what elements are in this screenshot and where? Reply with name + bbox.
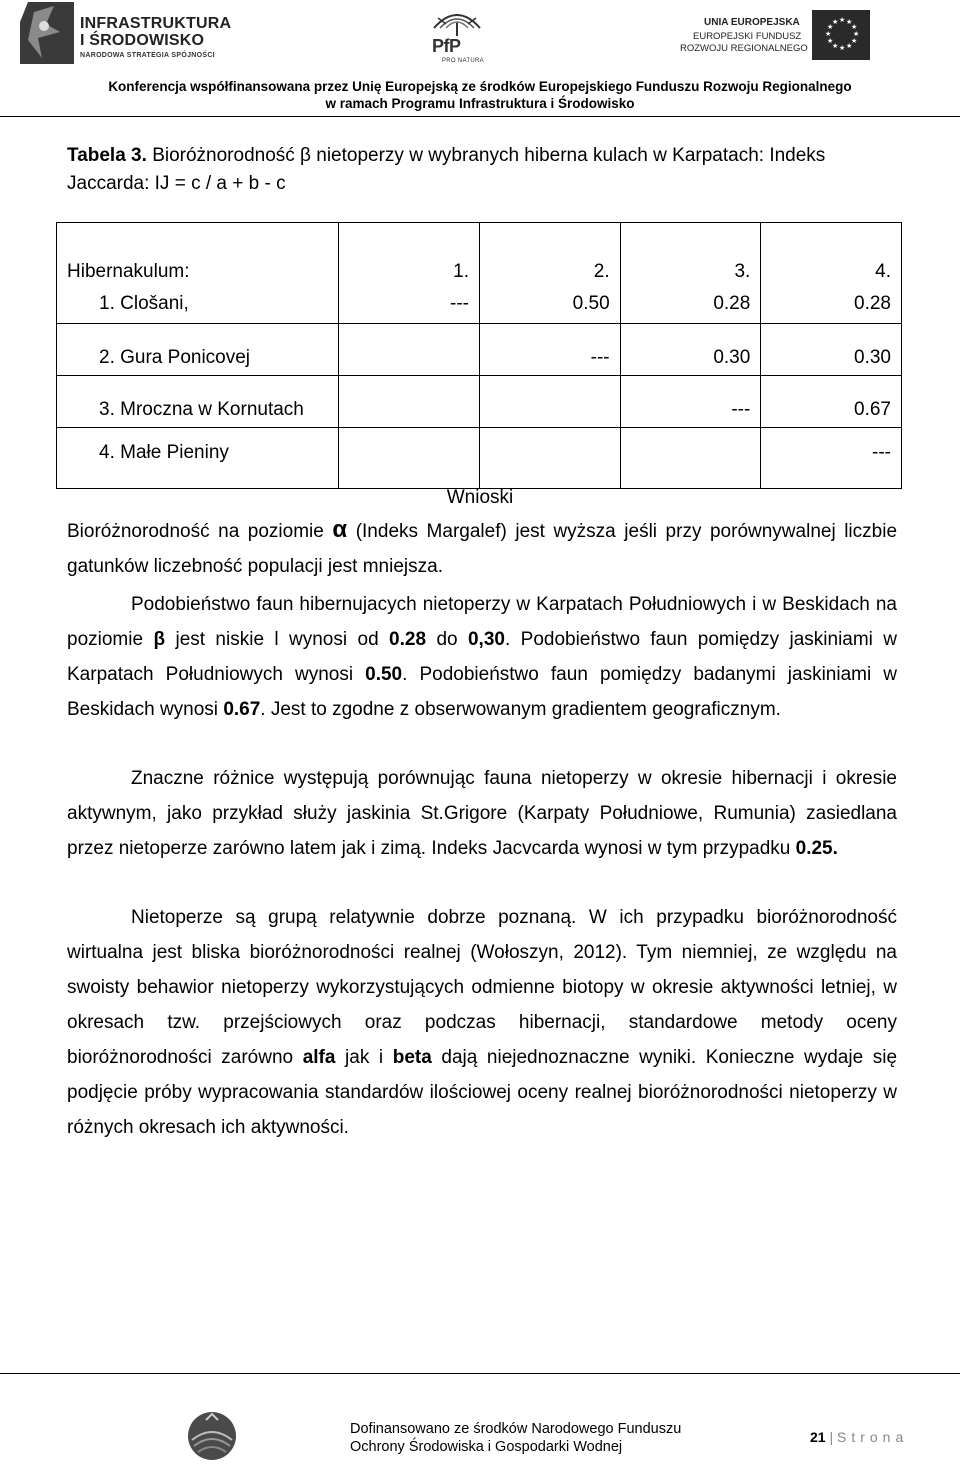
page-number bbox=[810, 1429, 908, 1445]
table-cell: --- bbox=[761, 428, 902, 489]
table-cell: 0.28 bbox=[620, 291, 761, 324]
table-cell bbox=[339, 428, 480, 489]
logo-left-line2: I ŚRODOWISKO bbox=[80, 32, 205, 49]
p2-text-b: jest niskie l wynosi od bbox=[175, 629, 379, 650]
paragraph-alpha bbox=[67, 512, 897, 584]
tree-icon bbox=[426, 8, 488, 38]
p4-text-a: Nietoperze są grupą relatywnie dobrze poznaną. W ich przypadku bioróżnorodność wirtualna jest bliska bioróżnorodności realnej (Wołoszyn, 2012). Tym niemniej, ze względu na swoisty behawior nietoperzy wykorzystujących odmienne biotopy w okresie aktywności letniej, w okresach tzw. przejściowych oraz podczas hibernacji, standardowe metody oceny bioróżnorodności zarówno bbox=[67, 907, 897, 1068]
footer-line2: Ochrony Środowiska i Gospodarki Wodnej bbox=[350, 1439, 623, 1455]
caption-text2: Jaccarda: IJ = c / a + b - c bbox=[67, 173, 286, 194]
table-row bbox=[57, 376, 902, 428]
table-row bbox=[57, 428, 902, 489]
logo-left-line1: INFRASTRUKTURA bbox=[80, 15, 232, 32]
svg-text:★: ★ bbox=[851, 23, 858, 31]
p2-text-f: . Jest to zgodne z obserwowanym gradientem geograficznym. bbox=[260, 699, 781, 720]
table-row bbox=[57, 291, 902, 324]
table-header-row bbox=[57, 223, 902, 292]
table-cell: 4. Małe Pieniny bbox=[99, 442, 229, 463]
svg-text:★: ★ bbox=[832, 18, 839, 26]
eu-logo-line1: UNIA EUROPEJSKA bbox=[704, 17, 800, 28]
svg-text:★: ★ bbox=[832, 42, 839, 50]
paragraph-beta bbox=[67, 587, 897, 727]
svg-text:★: ★ bbox=[846, 18, 853, 26]
svg-text:★: ★ bbox=[851, 37, 858, 45]
p4-alfa: alfa bbox=[302, 1047, 336, 1068]
p3-text-a: Znaczne różnice występują porównując fauna nietoperzy w okresie hibernacji i okresie aktywnym, jako przykład służy jaskinia St.Grigore (Karpaty Południowe, Rumunia) zasiedlana przez nietoperze zarówno latem jak i zimą. Indeks Jacvcarda wynosi w tym przypadku bbox=[67, 768, 897, 859]
table-cell: 0.30 bbox=[761, 324, 902, 376]
svg-text:★: ★ bbox=[846, 42, 853, 50]
header-line1: Konferencja współfinansowana przez Unię Europejską ze środków Europejskiego Funduszu Rozwoju Regionalnego bbox=[108, 79, 852, 94]
table-header-cell: 2. bbox=[479, 223, 620, 292]
p2-text-a: Podobieństwo faun hibernujacych nietoperzy w Karpatach Południowych i w Beskidach na poziomie bbox=[67, 594, 897, 650]
table-cell: 2. Gura Ponicovej bbox=[99, 347, 251, 368]
footer-divider bbox=[0, 1373, 960, 1374]
pro-natura-logo bbox=[426, 8, 488, 66]
table-cell bbox=[339, 324, 480, 376]
table-header-cell: Hibernakulum: bbox=[57, 223, 339, 292]
table-cell bbox=[479, 376, 620, 428]
svg-text:★: ★ bbox=[839, 16, 846, 24]
table-cell bbox=[479, 428, 620, 489]
svg-text:★: ★ bbox=[839, 44, 846, 52]
p4-text-c: dają niejednoznaczne wyniki. Konieczne wydaje się podjęcie próby wypracowania standardów ilościowej oceny realnej bioróżnorodności nietoperzy w różnych okresach ich aktywności. bbox=[67, 1047, 898, 1138]
p2-text-c: do bbox=[436, 629, 458, 650]
p1-text-a: Bioróżnorodność na poziomie bbox=[67, 521, 324, 542]
header-divider bbox=[0, 116, 960, 117]
p2-text-d: . Podobieństwo faun pomiędzy jaskiniami w Karpatach Południowych wynosi bbox=[67, 629, 898, 685]
infrastruktura-logo bbox=[20, 2, 232, 64]
beta-symbol: β bbox=[153, 629, 166, 650]
page-separator: | bbox=[829, 1429, 834, 1445]
table-cell: 1. Clošani, bbox=[99, 293, 189, 314]
eu-logo bbox=[680, 10, 870, 62]
footer-line1: Dofinansowano ze środków Narodowego Funduszu bbox=[350, 1421, 682, 1437]
jaccard-table bbox=[56, 222, 902, 489]
p2-value-4: 0.67 bbox=[223, 699, 261, 720]
p2-value-1: 0.28 bbox=[389, 629, 427, 650]
table-cell bbox=[620, 428, 761, 489]
p4-text-b: jak i bbox=[345, 1047, 384, 1068]
table-row bbox=[57, 324, 902, 376]
eu-flag-icon bbox=[812, 10, 870, 60]
pro-natura-sub: PRO NATURA bbox=[442, 58, 484, 64]
header-line2: w ramach Programu Infrastruktura i Środowisko bbox=[325, 96, 635, 111]
svg-text:★: ★ bbox=[853, 30, 860, 38]
p3-value: 0.25. bbox=[795, 838, 838, 859]
p2-value-3: 0.50 bbox=[365, 664, 403, 685]
eu-logo-line3: ROZWOJU REGIONALNEGO bbox=[680, 43, 808, 54]
table-header-cell: 1. bbox=[339, 223, 480, 292]
conclusions-title: Wnioski bbox=[446, 487, 514, 508]
page-word: Strona bbox=[837, 1429, 909, 1445]
table-cell: 3. Mroczna w Kornutach bbox=[99, 399, 304, 420]
table-cell: --- bbox=[479, 324, 620, 376]
paragraph-methods bbox=[67, 900, 897, 1145]
table-cell: 0.28 bbox=[761, 291, 902, 324]
paragraph-seasonal bbox=[67, 761, 897, 866]
logo-left-line3: NARODOWA STRATEGIA SPÓJNOŚCI bbox=[80, 52, 215, 59]
table-cell: 0.30 bbox=[620, 324, 761, 376]
p1-text-b: (Indeks Margalef) jest wyższa jeśli przy porównywalnej liczbie gatunków liczebność populacji jest mniejsza. bbox=[67, 521, 898, 577]
caption-label: Tabela 3. bbox=[67, 145, 147, 166]
p2-text-e: . Podobieństwo faun pomiędzy badanymi jaskiniami w Beskidach wynosi bbox=[67, 664, 897, 720]
footer-text bbox=[350, 1420, 681, 1456]
table-cell: 0.50 bbox=[479, 291, 620, 324]
svg-text:★: ★ bbox=[827, 37, 834, 45]
page-number-value: 21 bbox=[810, 1429, 826, 1445]
table-cell: --- bbox=[339, 291, 480, 324]
table-caption bbox=[67, 142, 902, 198]
eu-logo-line2: EUROPEJSKI FUNDUSZ bbox=[693, 31, 802, 42]
pro-natura-letters: PfP bbox=[432, 36, 461, 56]
nfosigw-logo-icon bbox=[186, 1410, 238, 1466]
infrastruktura-emblem-icon bbox=[20, 2, 76, 64]
table-cell: 0.67 bbox=[761, 376, 902, 428]
svg-text:★: ★ bbox=[827, 23, 834, 31]
table-cell bbox=[339, 376, 480, 428]
p4-beta: beta bbox=[392, 1047, 432, 1068]
p2-value-2: 0,30 bbox=[467, 629, 505, 650]
table-header-cell: 3. bbox=[620, 223, 761, 292]
alpha-symbol: α bbox=[332, 516, 348, 543]
table-header-cell: 4. bbox=[761, 223, 902, 292]
table-cell: --- bbox=[620, 376, 761, 428]
caption-text1: Bioróżnorodność β nietoperzy w wybranych hiberna kulach w Karpatach: Indeks bbox=[152, 145, 826, 166]
svg-text:★: ★ bbox=[825, 30, 832, 38]
